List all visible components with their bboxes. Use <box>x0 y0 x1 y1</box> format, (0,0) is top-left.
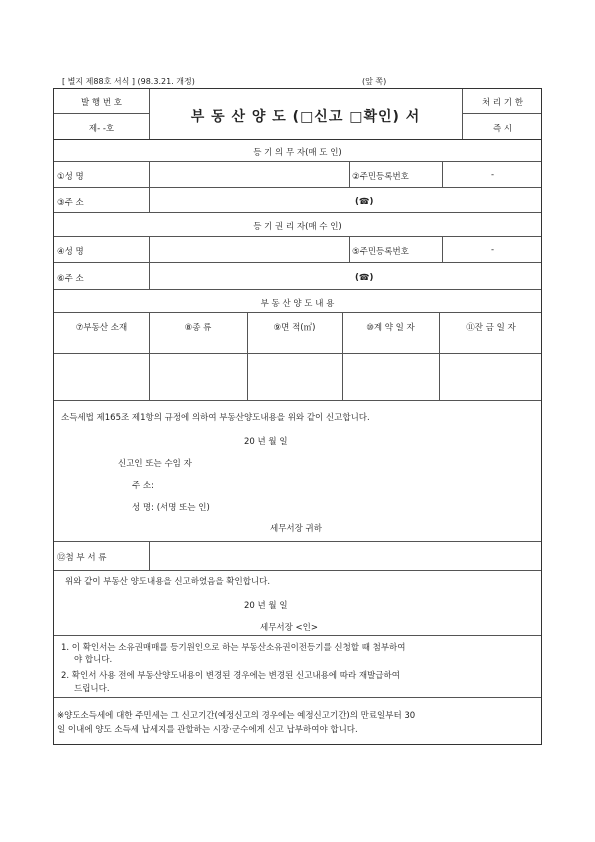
confirmation-date: 20 년 월 일 <box>244 601 288 611</box>
holder-rrn-value: - <box>490 245 495 255</box>
footer-note-line-1: ※양도소득세에 대한 주민세는 그 신고기간(예정신고의 경우에는 예정신고기간)의 만료일부터 30 <box>57 711 416 721</box>
col-contract-date: ⑩계 약 일 자 <box>366 323 415 333</box>
footer-note-line-2: 일 이내에 양도 소득세 납세지를 관할하는 시장·군수에게 신고 납부하여야 합니다. <box>57 725 358 735</box>
obligor-rrn-value: - <box>490 170 495 180</box>
confirmation-signer: 세무서장 <인> <box>260 623 319 633</box>
declarant-address: 주 소: <box>132 481 154 491</box>
attachments-label: ⑫첨 부 서 류 <box>57 553 107 563</box>
holder-address-label: ⑥주 소 <box>57 274 84 284</box>
declaration-addressee: 세무서장 귀하 <box>270 524 322 534</box>
form-title: 부 동 산 양 도 (□신고 □확인) 서 <box>190 109 421 125</box>
transfer-report-form <box>53 88 542 745</box>
holder-rrn-label: ⑤주민등록번호 <box>352 247 409 257</box>
declaration-statement: 소득세법 제165조 제1항의 규정에 의하여 부동산양도내용을 위와 같이 신고합니다. <box>61 413 370 423</box>
holder-section-title: 등 기 권 리 자(매 수 인) <box>253 222 342 232</box>
note-2-line-1: 2. 확인서 사용 전에 부동산양도내용이 변경된 경우에는 변경된 신고내용에 따라 재발급하여 <box>61 671 400 681</box>
obligor-name-label: ①성 명 <box>57 172 84 182</box>
deadline-value: 즉 시 <box>492 124 513 134</box>
col-type: ⑧종 류 <box>184 323 212 333</box>
form-number: [ 별지 제88호 서식 ] (98.3.21. 개정) <box>62 77 195 86</box>
obligor-phone-mark: (☎) <box>355 197 374 207</box>
obligor-section-title: 등 기 의 무 자(매 도 인) <box>253 148 342 158</box>
holder-phone-mark: (☎) <box>355 273 374 283</box>
declarant-name: 성 명: (서명 또는 인) <box>132 503 210 513</box>
col-balance-date: ⑪잔 금 일 자 <box>466 323 516 333</box>
deadline-label: 처 리 기 한 <box>482 98 523 108</box>
note-1-line-2: 야 합니다. <box>74 655 113 665</box>
transfer-section-title: 부 동 산 양 도 내 용 <box>260 299 335 309</box>
declaration-date: 20 년 월 일 <box>244 437 288 447</box>
page-side: (앞 쪽) <box>362 77 387 86</box>
col-area: ⑨면 적(㎡) <box>273 323 316 333</box>
obligor-rrn-label: ②주민등록번호 <box>352 172 409 182</box>
issue-number-value: 제- -호 <box>88 124 115 134</box>
col-location: ⑦부동산 소재 <box>75 323 128 333</box>
note-2-line-2: 드립니다. <box>74 684 110 694</box>
note-1-line-1: 1. 이 확인서는 소유권매매를 등기원인으로 하는 부동산소유권이전등기를 신청할 때 첨부하여 <box>61 643 406 653</box>
declarant-label: 신고인 또는 수임 자 <box>118 459 192 469</box>
confirmation-statement: 위와 같이 부동산 양도내용을 신고하였음을 확인합니다. <box>65 577 271 587</box>
obligor-address-label: ③주 소 <box>57 198 84 208</box>
issue-number-label: 발 행 번 호 <box>81 98 122 108</box>
holder-name-label: ④성 명 <box>57 247 84 257</box>
